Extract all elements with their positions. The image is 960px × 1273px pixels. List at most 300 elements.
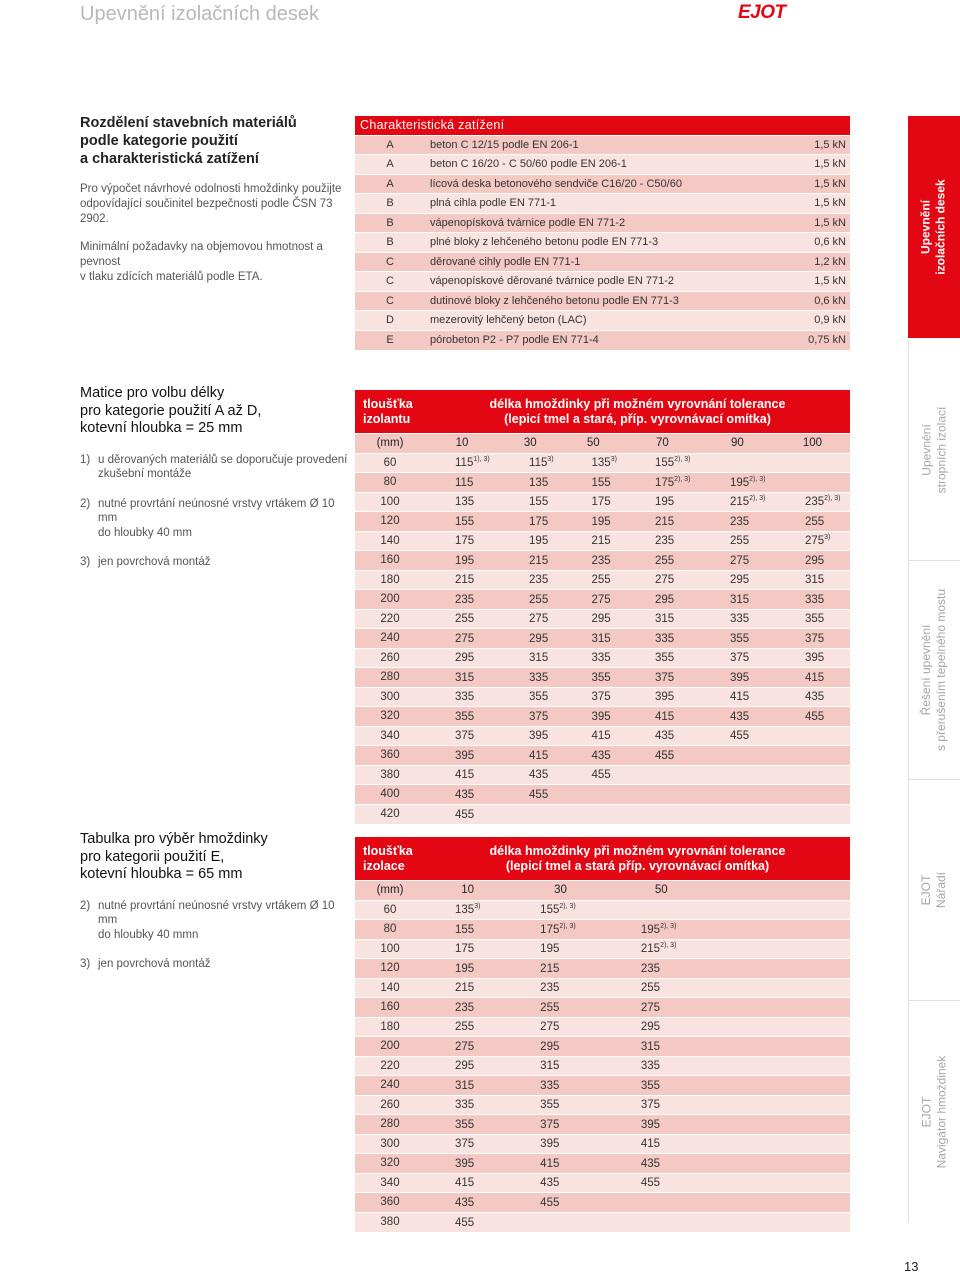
length-cell <box>712 1095 758 1115</box>
length-cell <box>712 978 758 998</box>
length-value: 375 <box>455 1138 475 1151</box>
length-cell <box>775 765 850 785</box>
thickness-cell: 60 <box>355 900 425 920</box>
thickness-cell: 100 <box>355 939 425 959</box>
tab-navigator[interactable] <box>908 1001 960 1223</box>
length-cell <box>712 1037 758 1057</box>
length-cell <box>758 1193 804 1213</box>
table-row <box>355 1173 850 1193</box>
length-value: 395 <box>654 691 675 704</box>
category-cell: B <box>355 194 425 214</box>
length-cell <box>804 959 850 979</box>
table-row <box>355 1056 850 1076</box>
thickness-cell: 360 <box>355 746 425 766</box>
material-cell: beton C 16/20 - C 50/60 podle EN 206-1 <box>425 155 770 175</box>
length-cell <box>611 1173 712 1193</box>
table-row <box>355 531 850 551</box>
length-cell <box>425 1037 510 1057</box>
length-cell <box>562 746 625 766</box>
length-cell <box>775 687 850 707</box>
length-value: 315 <box>640 1040 661 1053</box>
table-row <box>355 213 850 233</box>
length-value: 275 <box>591 593 611 606</box>
length-value: 355 <box>640 1079 661 1092</box>
load-cell: 1,5 kN <box>770 272 850 292</box>
table-row <box>355 272 850 292</box>
material-cell: plné bloky z lehčeného betonu podle EN 771-3 <box>425 233 770 253</box>
length-cell <box>499 746 561 766</box>
length-cell <box>611 959 712 979</box>
length-cell <box>562 804 625 824</box>
length-value: 195 <box>455 962 475 975</box>
length-cell <box>562 785 625 805</box>
length-cell <box>510 1037 611 1057</box>
tab-stropnich-izolaci[interactable] <box>908 340 960 560</box>
length-cell <box>804 1095 850 1115</box>
length-cell <box>611 900 712 920</box>
table-row <box>355 1095 850 1115</box>
length-value: 275 <box>804 535 825 548</box>
length-cell <box>758 1173 804 1193</box>
length-value: 295 <box>455 652 475 665</box>
length-value: 315 <box>529 652 549 665</box>
category-cell: A <box>355 155 425 175</box>
material-cell: beton C 12/15 podle EN 206-1 <box>425 135 770 155</box>
category-cell: C <box>355 272 425 292</box>
footnote-text <box>98 957 211 972</box>
length-cell <box>700 746 775 766</box>
footnote-line: nutné provrtání neúnosné vrstvy vrtákem Ø 10 mm <box>98 899 335 926</box>
length-cell <box>804 1134 850 1154</box>
length-cell <box>804 1056 850 1076</box>
tab-naradi[interactable] <box>908 780 960 1000</box>
thickness-cell: 320 <box>355 707 425 727</box>
length-value: 275 <box>540 1021 560 1034</box>
length-value: 255 <box>529 593 549 606</box>
length-value: 455 <box>654 749 675 762</box>
length-value: 175 <box>455 535 475 548</box>
length-cell <box>611 920 712 940</box>
length-cell <box>562 765 625 785</box>
length-cell <box>562 492 625 512</box>
length-cell <box>611 1212 712 1232</box>
length-cell <box>510 920 611 940</box>
table-row <box>355 978 850 998</box>
length-cell <box>425 998 510 1018</box>
length-value: 355 <box>455 1118 475 1131</box>
material-cell: děrované cihly podle EN 771-1 <box>425 252 770 272</box>
tolerance-header-cell: 50 <box>611 881 712 901</box>
length-cell <box>775 707 850 727</box>
footnote-ref: 2), 3) <box>749 475 766 483</box>
footnote-ref: 2), 3) <box>660 942 677 950</box>
tab-label-line1: Upevnění <box>919 424 934 476</box>
length-value: 235 <box>529 574 549 587</box>
length-cell <box>425 648 499 668</box>
length-cell <box>425 1095 510 1115</box>
table-row <box>355 959 850 979</box>
length-cell <box>562 590 625 610</box>
length-cell <box>425 920 510 940</box>
length-cell <box>712 1017 758 1037</box>
length-value: 395 <box>455 1157 475 1170</box>
length-cell <box>758 1017 804 1037</box>
length-value: 315 <box>455 1079 475 1092</box>
length-cell <box>611 1134 712 1154</box>
length-value: 435 <box>455 788 475 801</box>
tab-label-line2: Navigátor hmoždinek <box>934 1055 949 1169</box>
length-cell <box>712 1212 758 1232</box>
table-row <box>355 590 850 610</box>
length-cell <box>510 1056 611 1076</box>
tolerance-header-cell <box>758 881 804 901</box>
tab-tepelneho-mostu[interactable] <box>908 561 960 779</box>
thickness-cell: 260 <box>355 648 425 668</box>
length-cell <box>625 707 700 727</box>
length-value: 415 <box>455 1177 475 1190</box>
length-value: 175 <box>529 515 549 528</box>
table-row <box>355 473 850 493</box>
length-cell <box>510 978 611 998</box>
length-cell <box>611 1037 712 1057</box>
footnote-ref: 2), 3) <box>674 475 691 483</box>
category-cell: A <box>355 174 425 194</box>
length-cell <box>611 998 712 1018</box>
thickness-cell: 220 <box>355 609 425 629</box>
footnote-line: do hloubky 40 mmn <box>98 928 199 941</box>
tolerance-header-cell: 30 <box>510 881 611 901</box>
length-cell <box>625 473 700 493</box>
footnote-ref: 3) <box>474 903 481 911</box>
footnote-number: 3) <box>80 958 91 970</box>
length-cell <box>611 1095 712 1115</box>
length-cell <box>499 473 561 493</box>
length-value: 235 <box>591 554 611 567</box>
length-cell <box>758 1154 804 1174</box>
length-value: 375 <box>640 1099 661 1112</box>
length-value: 215 <box>640 943 661 956</box>
length-cell <box>425 959 510 979</box>
material-cell: lícová deska betonového sendviče C16/20 - C50/60 <box>425 174 770 194</box>
length-cell <box>510 1212 611 1232</box>
tab-label-line2: Nářadí <box>934 871 949 909</box>
thickness-header: tloušťka izolantu <box>355 390 425 434</box>
length-cell <box>562 668 625 688</box>
length-cell <box>712 1193 758 1213</box>
thickness-cell: 140 <box>355 531 425 551</box>
length-cell <box>425 668 499 688</box>
tolerance-header-cell: 100 <box>775 434 850 454</box>
length-value: 115 <box>455 457 474 470</box>
length-value: 195 <box>729 476 750 489</box>
footnote-ref: 2), 3) <box>824 495 841 503</box>
length-value: 395 <box>529 730 549 743</box>
length-value: 375 <box>591 691 611 704</box>
table-row <box>355 135 850 155</box>
length-value: 175 <box>455 943 475 956</box>
thickness-cell: 320 <box>355 1154 425 1174</box>
length-value: 195 <box>540 943 560 956</box>
length-cell <box>425 512 499 532</box>
units-row <box>355 881 850 901</box>
footnote <box>80 957 350 972</box>
thickness-header: tloušťka izolace <box>355 837 425 881</box>
length-cell <box>425 1173 510 1193</box>
footnote-line: nutné provrtání neúnosné vrstvy vrtákem Ø 10 mm <box>98 497 335 524</box>
length-value: 155 <box>591 476 611 489</box>
length-value: 295 <box>540 1040 560 1053</box>
length-cell <box>712 1076 758 1096</box>
characteristic-loads-table <box>355 116 850 350</box>
length-value: 295 <box>654 593 675 606</box>
length-value: 215 <box>529 554 549 567</box>
length-cell <box>712 939 758 959</box>
thickness-cell: 340 <box>355 726 425 746</box>
length-value: 195 <box>529 535 549 548</box>
length-cell <box>425 1115 510 1135</box>
length-cell <box>625 804 700 824</box>
load-cell: 1,5 kN <box>770 155 850 175</box>
length-value: 115 <box>455 476 474 489</box>
length-value: 155 <box>455 923 475 936</box>
length-value: 395 <box>455 749 475 762</box>
length-cell <box>499 453 561 473</box>
length-value: 255 <box>729 535 750 548</box>
length-value: 295 <box>729 574 750 587</box>
length-cell <box>804 1115 850 1135</box>
length-cell <box>700 668 775 688</box>
footnote-line: jen povrchová montáž <box>98 958 211 970</box>
length-value: 355 <box>455 710 475 723</box>
table-row <box>355 939 850 959</box>
length-cell <box>712 959 758 979</box>
length-cell <box>700 512 775 532</box>
table-row <box>355 707 850 727</box>
thickness-cell: 240 <box>355 629 425 649</box>
length-cell <box>611 939 712 959</box>
length-cell <box>775 648 850 668</box>
length-value: 415 <box>540 1157 560 1170</box>
tab-izolacnich-desek[interactable] <box>908 116 960 338</box>
length-value: 455 <box>729 730 750 743</box>
material-cell: vápenopísková tvárnice podle EN 771-2 <box>425 213 770 233</box>
length-value: 435 <box>455 1196 475 1209</box>
length-cell <box>758 1076 804 1096</box>
length-cell <box>425 531 499 551</box>
length-cell <box>425 492 499 512</box>
length-value: 195 <box>654 496 675 509</box>
length-cell <box>425 765 499 785</box>
length-value: 235 <box>540 982 560 995</box>
length-value: 255 <box>640 982 661 995</box>
material-cell: mezerovitý lehčený beton (LAC) <box>425 311 770 331</box>
table-row <box>355 629 850 649</box>
length-value: 375 <box>804 632 825 645</box>
length-cell <box>758 959 804 979</box>
length-cell <box>775 551 850 571</box>
length-value: 155 <box>455 515 475 528</box>
category-cell: D <box>355 311 425 331</box>
length-value: 375 <box>654 671 675 684</box>
length-value: 175 <box>654 476 675 489</box>
length-cell <box>700 726 775 746</box>
length-cell <box>700 570 775 590</box>
length-value: 355 <box>729 632 750 645</box>
length-value: 415 <box>804 671 825 684</box>
length-value: 455 <box>455 1216 475 1229</box>
length-value: 435 <box>540 1177 560 1190</box>
length-cell <box>510 1173 611 1193</box>
footnote <box>80 497 350 541</box>
section1-paragraph: Minimální požadavky na objemovou hmotnost a pevnost v tlaku zdících materiálů podle ETA. <box>80 241 323 283</box>
length-cell <box>804 939 850 959</box>
length-value: 235 <box>729 515 750 528</box>
length-cell <box>510 1017 611 1037</box>
length-cell <box>804 998 850 1018</box>
length-cell <box>562 512 625 532</box>
length-cell <box>712 920 758 940</box>
length-cell <box>804 1193 850 1213</box>
length-value: 395 <box>804 652 825 665</box>
footnote-number: 3) <box>80 556 91 568</box>
length-value: 215 <box>729 496 750 509</box>
length-cell <box>804 920 850 940</box>
length-cell <box>425 746 499 766</box>
length-value: 315 <box>804 574 825 587</box>
tolerance-header-cell <box>804 881 850 901</box>
footnote-ref: 2), 3) <box>660 922 677 930</box>
length-value: 335 <box>455 1099 475 1112</box>
length-cell <box>510 939 611 959</box>
section1-paragraph: Pro výpočet návrhové odolnosti hmoždinky použijte odpovídající součinitel bezpečnosti podle ČSN 73 2902. <box>80 183 342 225</box>
length-cell <box>758 1212 804 1232</box>
length-cell <box>700 492 775 512</box>
table-row <box>355 252 850 272</box>
thickness-cell: 160 <box>355 551 425 571</box>
tolerance-header-cell: 10 <box>425 434 499 454</box>
length-cell <box>611 1056 712 1076</box>
length-cell <box>625 765 700 785</box>
length-cell <box>625 453 700 473</box>
length-cell <box>712 900 758 920</box>
length-cell <box>625 531 700 551</box>
length-value: 175 <box>591 496 611 509</box>
category-cell: A <box>355 135 425 155</box>
length-cell <box>804 1212 850 1232</box>
footnote-line: do hloubky 40 mm <box>98 526 192 539</box>
length-cell <box>775 453 850 473</box>
length-value: 355 <box>654 652 675 665</box>
length-value: 315 <box>591 632 611 645</box>
length-cell <box>425 726 499 746</box>
length-value: 395 <box>729 671 750 684</box>
footnote-ref: 3) <box>824 534 831 542</box>
length-cell <box>510 998 611 1018</box>
footnote-number: 1) <box>80 453 91 466</box>
length-cell <box>510 1095 611 1115</box>
length-value: 335 <box>654 632 675 645</box>
category-cell: C <box>355 291 425 311</box>
length-value: 215 <box>540 962 560 975</box>
table-row <box>355 1154 850 1174</box>
thickness-cell: 280 <box>355 1115 425 1135</box>
length-cell <box>499 804 561 824</box>
footnote <box>80 555 350 570</box>
length-value: 415 <box>640 1138 661 1151</box>
table-row <box>355 570 850 590</box>
length-value: 235 <box>654 535 675 548</box>
length-cell <box>804 900 850 920</box>
tolerance-header-cell: 90 <box>700 434 775 454</box>
length-cell <box>499 590 561 610</box>
length-cell <box>425 707 499 727</box>
length-cell <box>758 1037 804 1057</box>
table-row <box>355 920 850 940</box>
tab-label-line2: izolačních desek <box>934 179 948 275</box>
length-cell <box>804 1154 850 1174</box>
length-cell <box>758 998 804 1018</box>
footnote-text <box>98 453 347 482</box>
category-cell: B <box>355 233 425 253</box>
table-row <box>355 785 850 805</box>
footnote-line: zkušební montáže <box>98 468 192 480</box>
length-cell <box>775 804 850 824</box>
length-value: 315 <box>654 613 675 626</box>
length-cell <box>758 920 804 940</box>
section3-heading: Tabulka pro výběr hmoždinky pro kategorii použití E, kotevní hloubka = 65 mm <box>80 831 268 882</box>
length-cell <box>625 551 700 571</box>
length-cell <box>775 785 850 805</box>
length-cell <box>499 707 561 727</box>
material-cell: pórobeton P2 - P7 podle EN 771-4 <box>425 330 770 350</box>
length-cell <box>510 1115 611 1135</box>
length-value: 155 <box>654 457 675 470</box>
length-cell <box>510 1134 611 1154</box>
length-cell <box>510 900 611 920</box>
length-value: 175 <box>540 923 560 936</box>
length-value: 455 <box>455 808 475 821</box>
length-value: 235 <box>455 593 475 606</box>
length-value: 135 <box>529 476 549 489</box>
length-value: 455 <box>804 710 825 723</box>
length-value: 135 <box>455 496 475 509</box>
length-cell <box>775 668 850 688</box>
length-value: 335 <box>455 691 475 704</box>
length-value: 295 <box>529 632 549 645</box>
length-cell <box>510 1193 611 1213</box>
footnote <box>80 453 350 482</box>
units-cell: (mm) <box>355 434 425 454</box>
length-value: 375 <box>729 652 750 665</box>
length-cell <box>611 1193 712 1213</box>
length-cell <box>611 1115 712 1135</box>
footnote-text <box>98 497 350 541</box>
length-cell <box>700 590 775 610</box>
length-cell <box>510 959 611 979</box>
length-cell <box>425 551 499 571</box>
thickness-cell: 160 <box>355 998 425 1018</box>
table-row <box>355 453 850 473</box>
thickness-cell: 140 <box>355 978 425 998</box>
length-cell <box>499 512 561 532</box>
length-value: 235 <box>804 496 825 509</box>
page-title: Upevnění izolačních desek <box>80 3 320 25</box>
length-cell <box>625 609 700 629</box>
load-cell: 0,9 kN <box>770 311 850 331</box>
length-cell <box>804 1017 850 1037</box>
thickness-cell: 400 <box>355 785 425 805</box>
length-value: 375 <box>455 730 475 743</box>
